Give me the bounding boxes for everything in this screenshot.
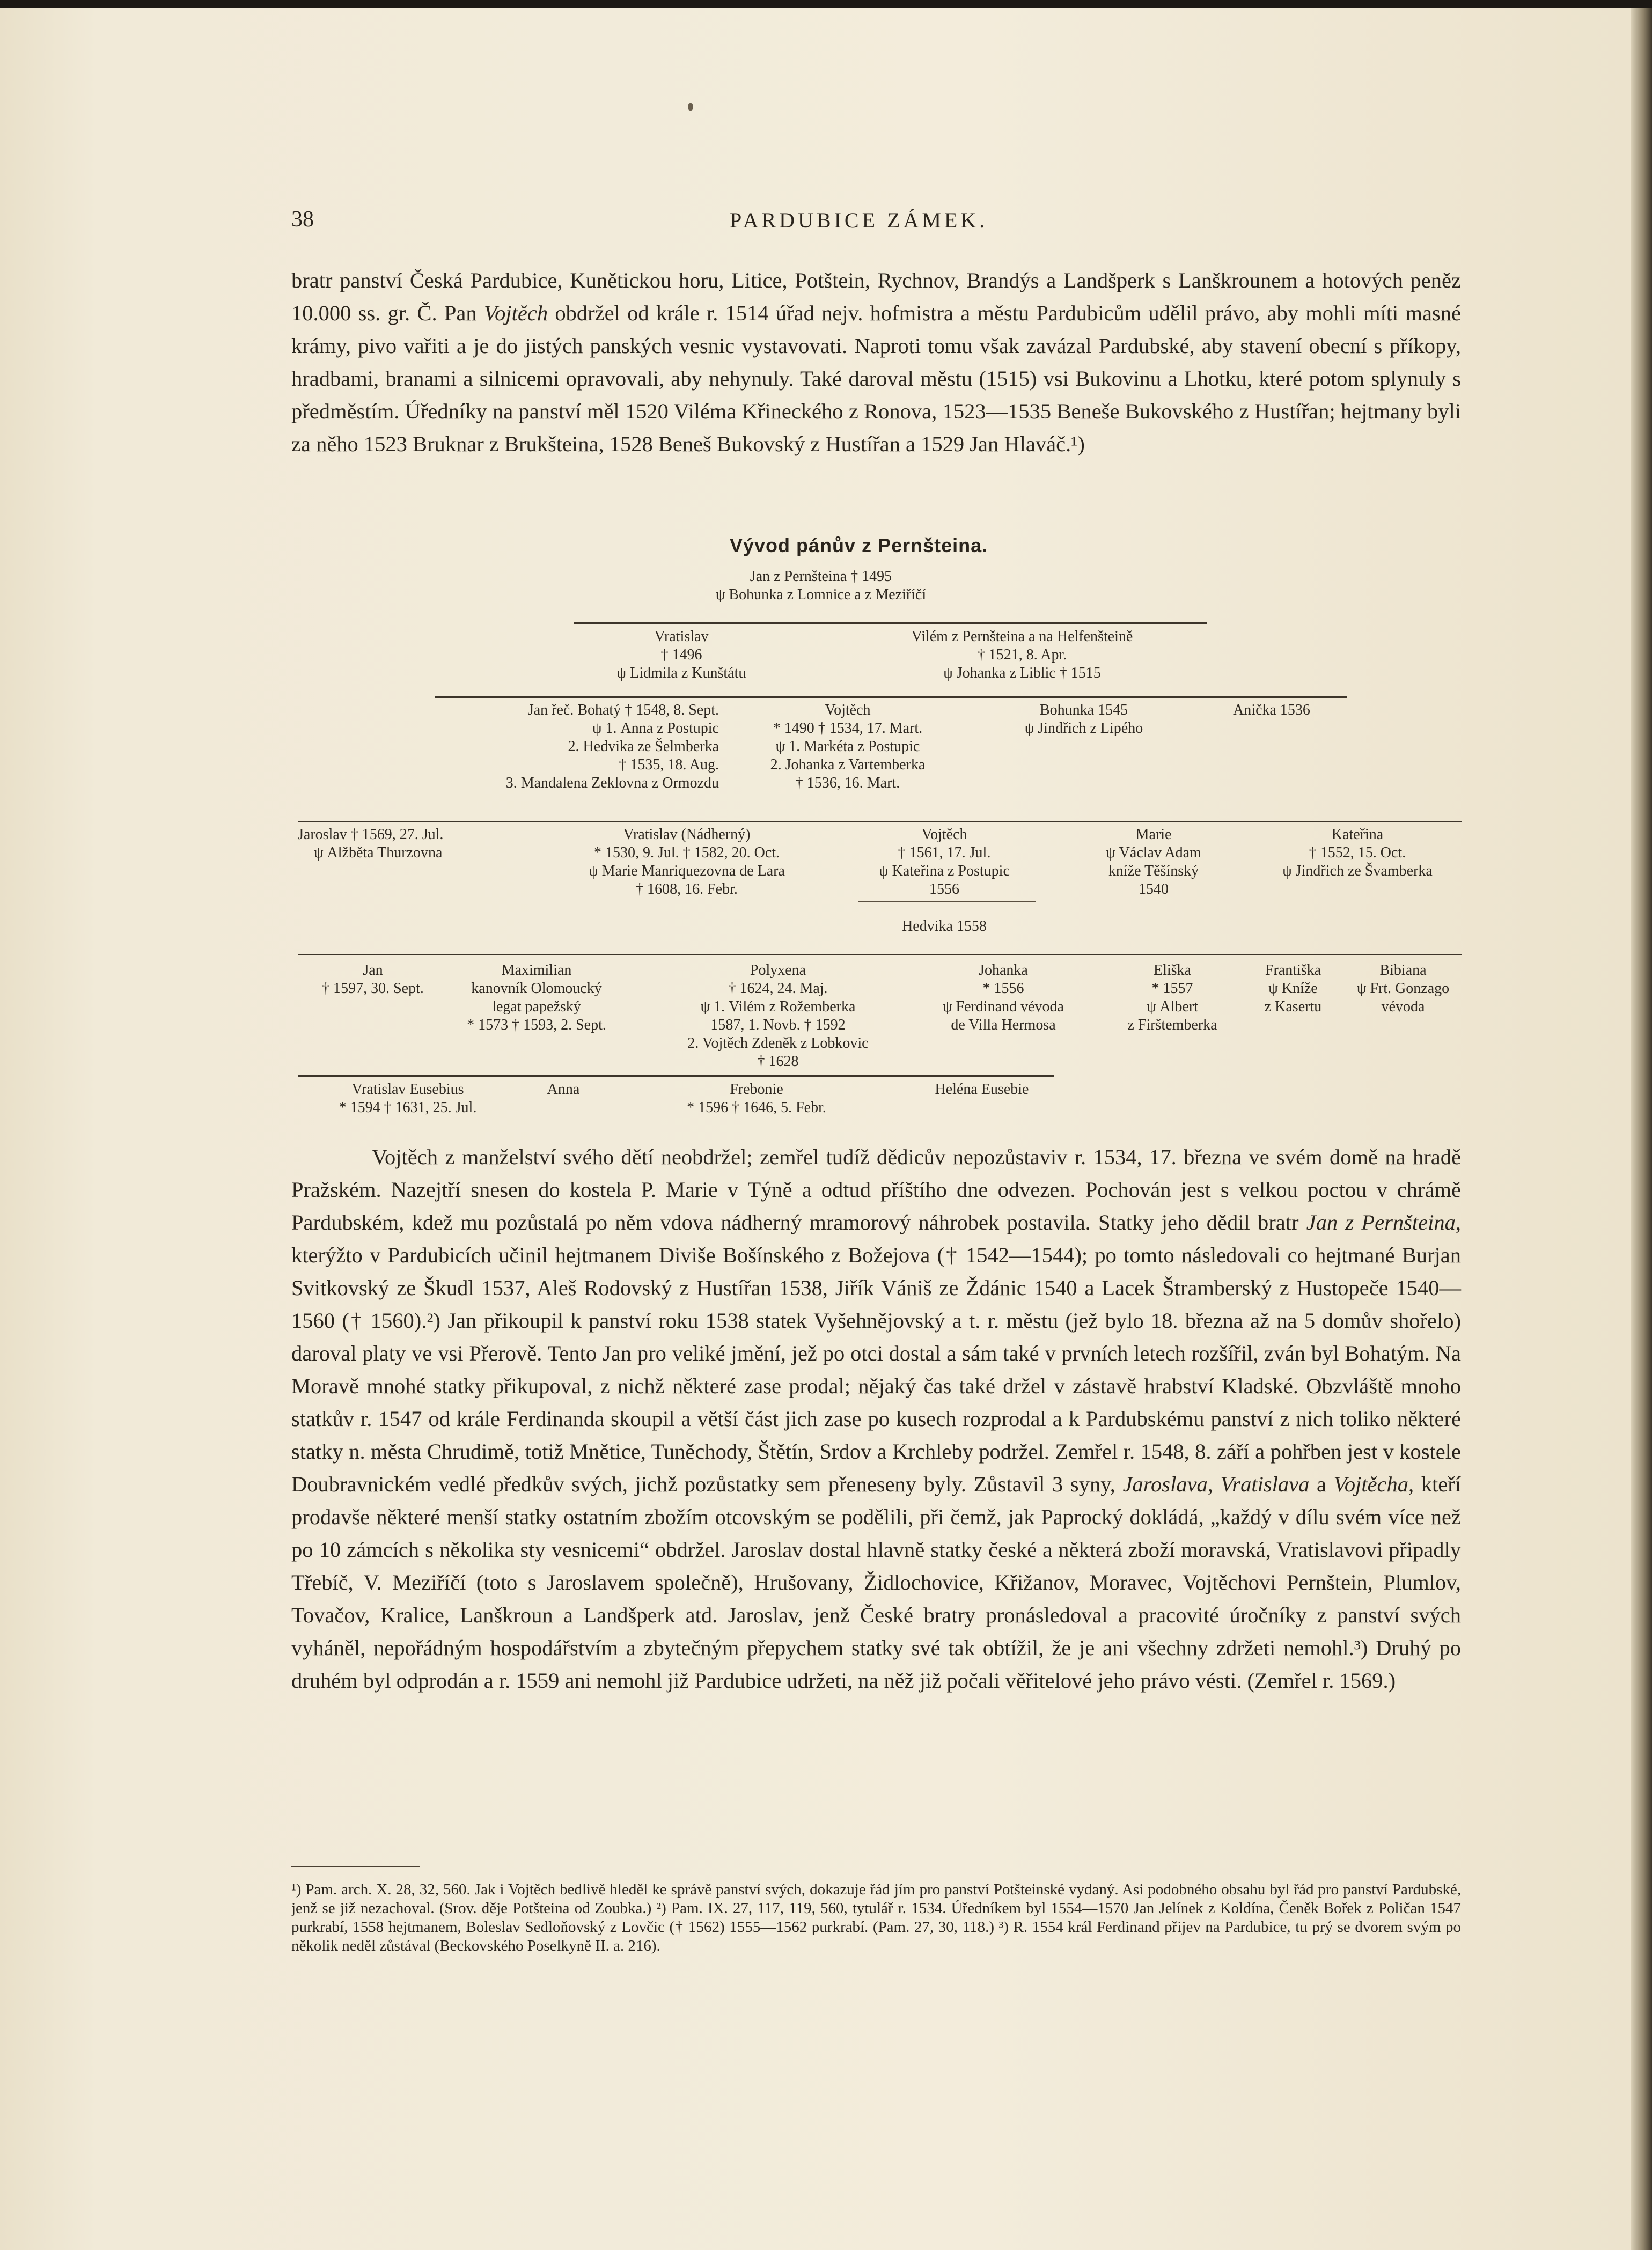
gen1-vratislav-line: Vratislav <box>654 628 709 645</box>
gen1-vratislav-line: ψ Lidmila z Kunštátu <box>616 665 746 681</box>
gen3-marie-line: 1540 <box>1139 881 1169 898</box>
gen3-vojtech-line: † 1561, 17. Jul. <box>898 844 991 861</box>
gen5-vratislav <box>300 1080 515 1117</box>
gen2-bohunka-line: Bohunka 1545 <box>1039 702 1128 718</box>
gen5-frebonie-line: * 1596 † 1646, 5. Febr. <box>687 1099 826 1116</box>
gen4-eliska-line: Eliška <box>1154 962 1191 979</box>
gen4-johanka-line: * 1556 <box>982 980 1024 997</box>
gen4-bibiana-line: ψ Frt. Gonzago <box>1356 980 1450 997</box>
paragraph-2-text-b: , kterýžto v Pardubicích učinil hejtmanem Diviše Bošínského z Božejova († 1542—1544); po tomto následovali co hejtmané Burjan Svitkovský ze Škudl 1537, Aleš Rodovský z Hustířan 1538, Jiřík Vániš ze Ždánic 1540 a Lacek Štramberský z Hustopeče 1540—1560 († 1560).²) Jan přikoupil k panství roku 1538 statek Vyšehnějovský a t. r. městu (jež bylo 18. března až na 5 domův shořelo) daroval platy ve vsi Přerově. Tento Jan pro veliké jmění, jež po otci dostal a sám také v prvních letech rozšířil, zván byl Bohatým. Na Moravě mnohé statky přikupoval, z nichž některé zase prodal; nějaký čas také držel v zástavě hrabství Kladské. Obzvláště mnoho statkův r. 1547 od krále Ferdinanda skoupil a větší část jich zase po kusech rozprodal a k Pardubskému panství z nich toliko některé statky n. města Chrudimě, totiž Mnětice, Tuněchody, Štětín, Srdov a Krchleby podržel. Zemřel r. 1548, 8. září a pohřben jest v kostele Doubravnickém vedlé předkův svých, jichž pozůstatky sem přeneseny byly. Zůstavil 3 syny, <box>291 1210 1461 1496</box>
footnote-rule <box>291 1866 420 1867</box>
gen4-maximilian-line: * 1573 † 1593, 2. Sept. <box>467 1017 606 1033</box>
paper-speck <box>688 103 693 111</box>
gen3-vratislav-line: * 1530, 9. Jul. † 1582, 20. Oct. <box>593 844 780 861</box>
gen2-jan-line: ψ 1. Anna z Postupic <box>592 720 719 737</box>
gen5-helena-line: Heléna Eusebie <box>935 1081 1029 1098</box>
gen4-polyxena-line: † 1628 <box>757 1053 799 1070</box>
gen1-vratislav <box>574 628 789 682</box>
gen4-bibiana <box>1336 961 1470 1016</box>
gen5-anna <box>515 1080 612 1099</box>
gen5-vratislav-line: Vratislav Eusebius <box>351 1081 464 1098</box>
gen2-jan-line: † 1535, 18. Aug. <box>619 756 719 773</box>
gen2-jan-line: 3. Mandalena Zeklovna z Ormozdu <box>505 775 719 791</box>
paragraph-2-name-jan: Jan z Pernšteina <box>1306 1210 1456 1234</box>
paragraph-1 <box>291 264 1461 460</box>
gen4-johanka <box>912 961 1095 1034</box>
gen-rule-3 <box>298 821 1462 822</box>
gen3-vratislav-line: † 1608, 16. Febr. <box>636 881 738 898</box>
gen3-marie-line: Marie <box>1135 826 1172 843</box>
gen3-jaroslav-line: Jaroslav † 1569, 27. Jul. <box>298 826 444 843</box>
gen3-hedvika <box>837 917 1052 936</box>
gen-rule-2 <box>435 696 1347 698</box>
gen3-marie-line: kníže Těšínský <box>1108 863 1199 879</box>
paragraph-2-name-jaroslav: Jaroslava <box>1122 1472 1208 1496</box>
gen2-jan-line: 2. Hedvika ze Šelmberka <box>568 738 719 755</box>
gen-rule-4 <box>298 954 1462 955</box>
gen3-marie-line: ψ Václav Adam <box>1106 844 1201 861</box>
gen2-vojtech-line: Vojtěch <box>825 702 871 718</box>
gen4-jan-line: Jan <box>363 962 383 979</box>
paragraph-2-name-vratislav: Vratislava <box>1220 1472 1310 1496</box>
gen-rule-5 <box>298 1075 1054 1077</box>
gen2-vojtech-line: † 1536, 16. Mart. <box>795 775 900 791</box>
gen5-frebonie-line: Frebonie <box>730 1081 783 1098</box>
gen4-eliska-line: ψ Albert <box>1146 998 1199 1015</box>
gen2-anicka <box>1202 701 1341 719</box>
gen3-marie <box>1052 826 1255 899</box>
gen4-eliska <box>1095 961 1250 1034</box>
paragraph-2-sep-2: a <box>1309 1472 1334 1496</box>
gen4-eliska-line: z Firštemberka <box>1127 1017 1217 1033</box>
gen2-vojtech <box>735 701 960 792</box>
gen4-eliska-line: * 1557 <box>1151 980 1193 997</box>
gen3-vratislav-line: ψ Marie Manriquezovna de Lara <box>589 863 785 879</box>
gen5-frebonie <box>633 1080 880 1117</box>
gen1-vilem-line: ψ Johanka z Liblic † 1515 <box>943 665 1101 681</box>
paragraph-2-text-a: Vojtěch z manželství svého dětí neobdržel; zemřel tudíž dědicův nepozůstaviv r. 1534, 17. března ve svém domě na hradě Pražském. Nazejtří snesen do kostela P. Marie v Týně a odtud příštího dne odvezen. Pochován jest s velkou poctou v chrámě Pardubském, kdež mu pozůstalá po něm vdova nádherný mramorový náhrobek postavila. Statky jeho dědil bratr <box>291 1145 1461 1234</box>
running-title: PARDUBICE ZÁMEK. <box>730 208 988 232</box>
gen4-frantiska-line: z Kasertu <box>1264 998 1322 1015</box>
gen5-helena <box>901 1080 1062 1099</box>
paragraph-2-name-vojtech: Vojtěcha <box>1333 1472 1409 1496</box>
gen4-polyxena <box>644 961 912 1071</box>
gen2-vojtech-line: * 1490 † 1534, 17. Mart. <box>773 720 923 737</box>
gen1-vilem <box>848 628 1196 682</box>
gen3-vojtech-line: Vojtěch <box>921 826 967 843</box>
gen2-bohunka <box>987 701 1180 738</box>
gen3-vojtech-line: ψ Kateřina z Postupic <box>879 863 1010 879</box>
gen4-polyxena-line: Polyxena <box>750 962 806 979</box>
gen2-jan-line: Jan řeč. Bohatý † 1548, 8. Sept. <box>527 702 719 718</box>
paragraph-2-sep-1: , <box>1207 1472 1221 1496</box>
gen3-katerina-line: ψ Jindřich ze Švamberka <box>1282 863 1433 879</box>
gen4-polyxena-line: 2. Vojtěch Zdeněk z Lobkovic <box>687 1035 869 1052</box>
gen3-jaroslav <box>298 826 523 862</box>
gen1-vratislav-line: † 1496 <box>660 646 702 663</box>
gen3-katerina-line: † 1552, 15. Oct. <box>1309 844 1406 861</box>
gen3-vratislav-line: Vratislav (Nádherný) <box>623 826 751 843</box>
gen4-polyxena-line: 1587, 1. Novb. † 1592 <box>710 1017 846 1033</box>
gen4-polyxena-line: ψ 1. Vilém z Rožemberka <box>700 998 856 1015</box>
footnotes: ¹) Pam. arch. X. 28, 32, 560. Jak i Vojtěch bedlivě hleděl ke správě panství svých, dokazuje řád jím pro panství Potšteinské vydaný. Asi podobného obsahu byl řád pro panství Pardubské, jenž se již nezachoval. (Srov. děje Potšteina od Zoubka.) ²) Pam. IX. 27, 117, 119, 560, tytulář r. 1534. Úředníkem byl 1554—1570 Jan Jelínek z Koldína, Čeněk Bořek z Poličan 1547 purkrabí, 1558 hejtmanem, Boleslav Sedloňovský z Lovčic († 1562) 1555—1562 purkrabí. (Pam. 27, 30, 118.) ³) R. 1554 král Ferdinand přijev na Pardubice, tu prý se dvorem svým po několik neděl zůstával (Beckovského Poselkyně II. a. 216). <box>291 1881 1461 1954</box>
genealogy-title: Vývod pánův z Pernšteina. <box>730 534 988 556</box>
gen-root-line-2: ψ Bohunka z Lomnice a z Meziříčí <box>715 586 927 603</box>
gen3-katerina-line: Kateřina <box>1331 826 1384 843</box>
paragraph-2 <box>291 1141 1461 1697</box>
gen-root-line-1: Jan z Pernšteina † 1495 <box>750 568 892 585</box>
scan-border-top <box>0 0 1652 8</box>
gen4-johanka-line: ψ Ferdinand vévoda <box>943 998 1064 1015</box>
gen-rule-hedvika <box>858 901 1036 902</box>
gen4-maximilian <box>429 961 644 1034</box>
page-number: 38 <box>291 207 314 232</box>
gen2-anicka-line: Anička 1536 <box>1233 702 1310 718</box>
book-edge <box>1631 0 1652 2250</box>
gen2-vojtech-line: 2. Johanka z Vartemberka <box>770 756 926 773</box>
gen-rule-1 <box>574 622 1207 624</box>
gen4-johanka-line: Johanka <box>979 962 1028 979</box>
gen4-frantiska-line: Františka <box>1265 962 1321 979</box>
gen1-vilem-line: Vilém z Pernšteina a na Helfenšteině <box>911 628 1133 645</box>
gen3-vratislav <box>537 826 837 899</box>
gen4-bibiana-line: vévoda <box>1381 998 1425 1015</box>
gen4-maximilian-line: Maximilian <box>501 962 572 979</box>
gen3-vojtech <box>837 826 1052 899</box>
gen2-jan <box>418 701 719 792</box>
paragraph-1-name-vojtech: Vojtěch <box>483 301 548 325</box>
gen4-frantiska <box>1234 961 1352 1016</box>
gen3-vojtech-line: 1556 <box>929 881 959 898</box>
gen4-jan-line: † 1597, 30. Sept. <box>322 980 424 997</box>
gen4-frantiska-line: ψ Kníže <box>1268 980 1318 997</box>
gen1-vilem-line: † 1521, 8. Apr. <box>977 646 1067 663</box>
gen4-maximilian-line: kanovník Olomoucký <box>471 980 602 997</box>
gen2-vojtech-line: ψ 1. Markéta z Postupic <box>775 738 920 755</box>
gen5-vratislav-line: * 1594 † 1631, 25. Jul. <box>339 1099 477 1116</box>
gen4-bibiana-line: Bibiana <box>1379 962 1427 979</box>
paragraph-1-text-b: obdržel od krále r. 1514 úřad nejv. hofmistra a městu Pardubicům udělil právo, aby mohli míti masné krámy, pivo vařiti a je do jistých panských vesnic vystavovati. Naproti tomu však zavázal Pardubské, aby stavení obecní s příkopy, hradbami, branami a silnicemi opravovali, aby nehynuly. Také daroval městu (1515) vsi Bukovinu a Lhotku, které potom splynuly s předměstím. Úředníky na panství měl 1520 Viléma Křineckého z Ronova, 1523—1535 Beneše Bukovského z Hustířan; hejtmany byli za něho 1523 Bruknar z Brukšteina, 1528 Beneš Bukovský z Hustířan a 1529 Jan Hlaváč.¹) <box>291 301 1461 456</box>
paragraph-1-text-a: bratr panství Česká Pardubice, Kunětickou horu, Litice, Potštein, Rychnov, Brandýs a Landšperk s Lanškrounem a hotových peněz 10.000 ss. gr. Č. Pan <box>291 268 1461 325</box>
gen5-anna-line: Anna <box>547 1081 580 1098</box>
gen4-maximilian-line: legat papežský <box>492 998 581 1015</box>
gen3-katerina <box>1250 826 1465 880</box>
paragraph-2-text-c: , kteří prodavše některé menší statky ostatním zbožím otcovským se podělili, při čemž, jak Paprocký dokládá, „každý v dílu svém více než po 10 zámcích s několika sty vesnicemi“ obdržel. Jaroslav dostal hlavně statky české a některá zboží moravská, Vratislavovi připadly Třebíč, V. Meziříčí (toto s Jaroslavem společně), Hrušovany, Židlochovice, Křižanov, Moravec, Vojtěchovi Pernštein, Plumlov, Tovačov, Kralice, Lanškroun a Landšperk atd. Jaroslav, jenž České bratry pronásledoval a pracovité úročníky z panství svých vyháněl, nepořádným hospodářstvím a zbytečným přepychem statky své tak obtížil, že je ani všechny zdržeti nemohl.³) Druhý po druhém byl odprodán a r. 1559 ani nemohl již Pardubice udržeti, na něž již počali věřitelové jeho právo vésti. (Zemřel r. 1569.) <box>291 1472 1462 1693</box>
gen2-bohunka-line: ψ Jindřich z Lipého <box>1024 720 1143 737</box>
gen4-polyxena-line: † 1624, 24. Maj. <box>728 980 828 997</box>
gen4-johanka-line: de Villa Hermosa <box>951 1017 1056 1033</box>
gen3-hedvika-line: Hedvika 1558 <box>902 918 987 935</box>
gen3-jaroslav-line: ψ Alžběta Thurzovna <box>314 844 443 861</box>
gen-root <box>660 568 982 604</box>
